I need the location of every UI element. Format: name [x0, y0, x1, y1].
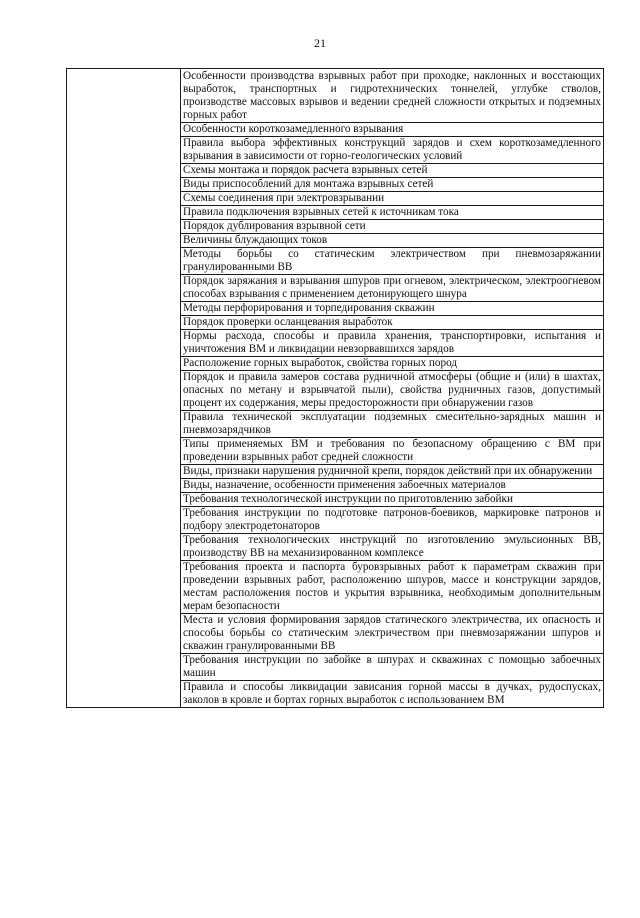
requirement-text-cell: Виды, назначение, особенности применения забоечных материалов	[181, 479, 604, 493]
requirement-text-cell: Правила выбора эффективных конструкций зарядов и схем короткозамедленного взрывания в зависимости от горно-геологических условий	[181, 137, 604, 164]
requirement-text-cell: Величины блуждающих токов	[181, 234, 604, 248]
requirement-text-cell: Требования инструкции по забойке в шпурах и скважинах с помощью забоечных машин	[181, 654, 604, 681]
requirement-text-cell: Правила технической эксплуатации подземных смесительно-зарядных машин и пневмозарядчиков	[181, 411, 604, 438]
requirement-text-cell: Порядок дублирования взрывной сети	[181, 220, 604, 234]
requirement-text-cell: Схемы монтажа и порядок расчета взрывных сетей	[181, 164, 604, 178]
requirement-text-cell: Требования технологической инструкции по приготовлению забойки	[181, 493, 604, 507]
requirement-text-cell: Требования проекта и паспорта буровзрывных работ к параметрам скважин при проведении взрывных работ, расположению шпуров, массе и конструкции зарядов, местам расположения постов и укрытия взрывника, необходимым дополнительным мерам безопасности	[181, 561, 604, 614]
requirement-text-cell: Виды, признаки нарушения рудничной крепи, порядок действий при их обнаружении	[181, 465, 604, 479]
requirement-text-cell: Типы применяемых ВМ и требования по безопасному обращению с ВМ при проведении взрывных работ средней сложности	[181, 438, 604, 465]
requirement-text-cell: Требования инструкции по подготовке патронов-боевиков, маркировке патронов и подбору электродетонаторов	[181, 507, 604, 534]
requirement-text-cell: Порядок заряжания и взрывания шпуров при огневом, электрическом, электроогневом способах взрывания с применением детонирующего шнура	[181, 275, 604, 302]
requirement-text-cell: Правила и способы ликвидации зависания горной массы в дучках, рудоспусках, заколов в кровле и бортах горных выработок с использованием ВМ	[181, 681, 604, 708]
requirement-text-cell: Схемы соединения при электровзрывании	[181, 192, 604, 206]
requirement-text-cell: Методы борьбы со статическим электричеством при пневмозаряжании гранулированными ВВ	[181, 248, 604, 275]
requirement-text-cell: Порядок проверки осланцевания выработок	[181, 316, 604, 330]
requirement-text-cell: Расположение горных выработок, свойства горных пород	[181, 357, 604, 371]
page-number: 21	[314, 36, 326, 50]
requirement-text-cell: Порядок и правила замеров состава рудничной атмосферы (общие и (или) в шахтах, опасных по метану и взрывчатой пыли), свойства рудничных газов, допустимый процент их содержания, меры предосторожности при обнаружении газов	[181, 371, 604, 411]
table-row	[67, 69, 604, 123]
requirement-text-cell: Места и условия формирования зарядов статического электричества, их опасность и способы борьбы со статическим электричеством при пневмозаряжании шпуров и скважин гранулированными ВВ	[181, 614, 604, 654]
knowledge-requirements-table	[66, 68, 604, 708]
requirement-text-cell: Особенности короткозамедленного взрывания	[181, 123, 604, 137]
requirement-text-cell: Правила подключения взрывных сетей к источникам тока	[181, 206, 604, 220]
left-column-cell	[67, 69, 181, 708]
requirement-text-cell: Особенности производства взрывных работ при проходке, наклонных и восстающих выработок, транспортных и гидротехнических тоннелей, углубке стволов, производстве массовых взрывов и ведении средней сложности открытых и подземных горных работ	[181, 69, 604, 123]
requirement-text-cell: Требования технологических инструкций по изготовлению эмульсионных ВВ, производству ВВ на механизированном комплексе	[181, 534, 604, 561]
requirement-text-cell: Методы перфорирования и торпедирования скважин	[181, 302, 604, 316]
table-body	[67, 69, 604, 708]
requirement-text-cell: Нормы расхода, способы и правила хранения, транспортировки, испытания и уничтожения ВМ и ликвидации невзорвавшихся зарядов	[181, 330, 604, 357]
requirement-text-cell: Виды приспособлений для монтажа взрывных сетей	[181, 178, 604, 192]
